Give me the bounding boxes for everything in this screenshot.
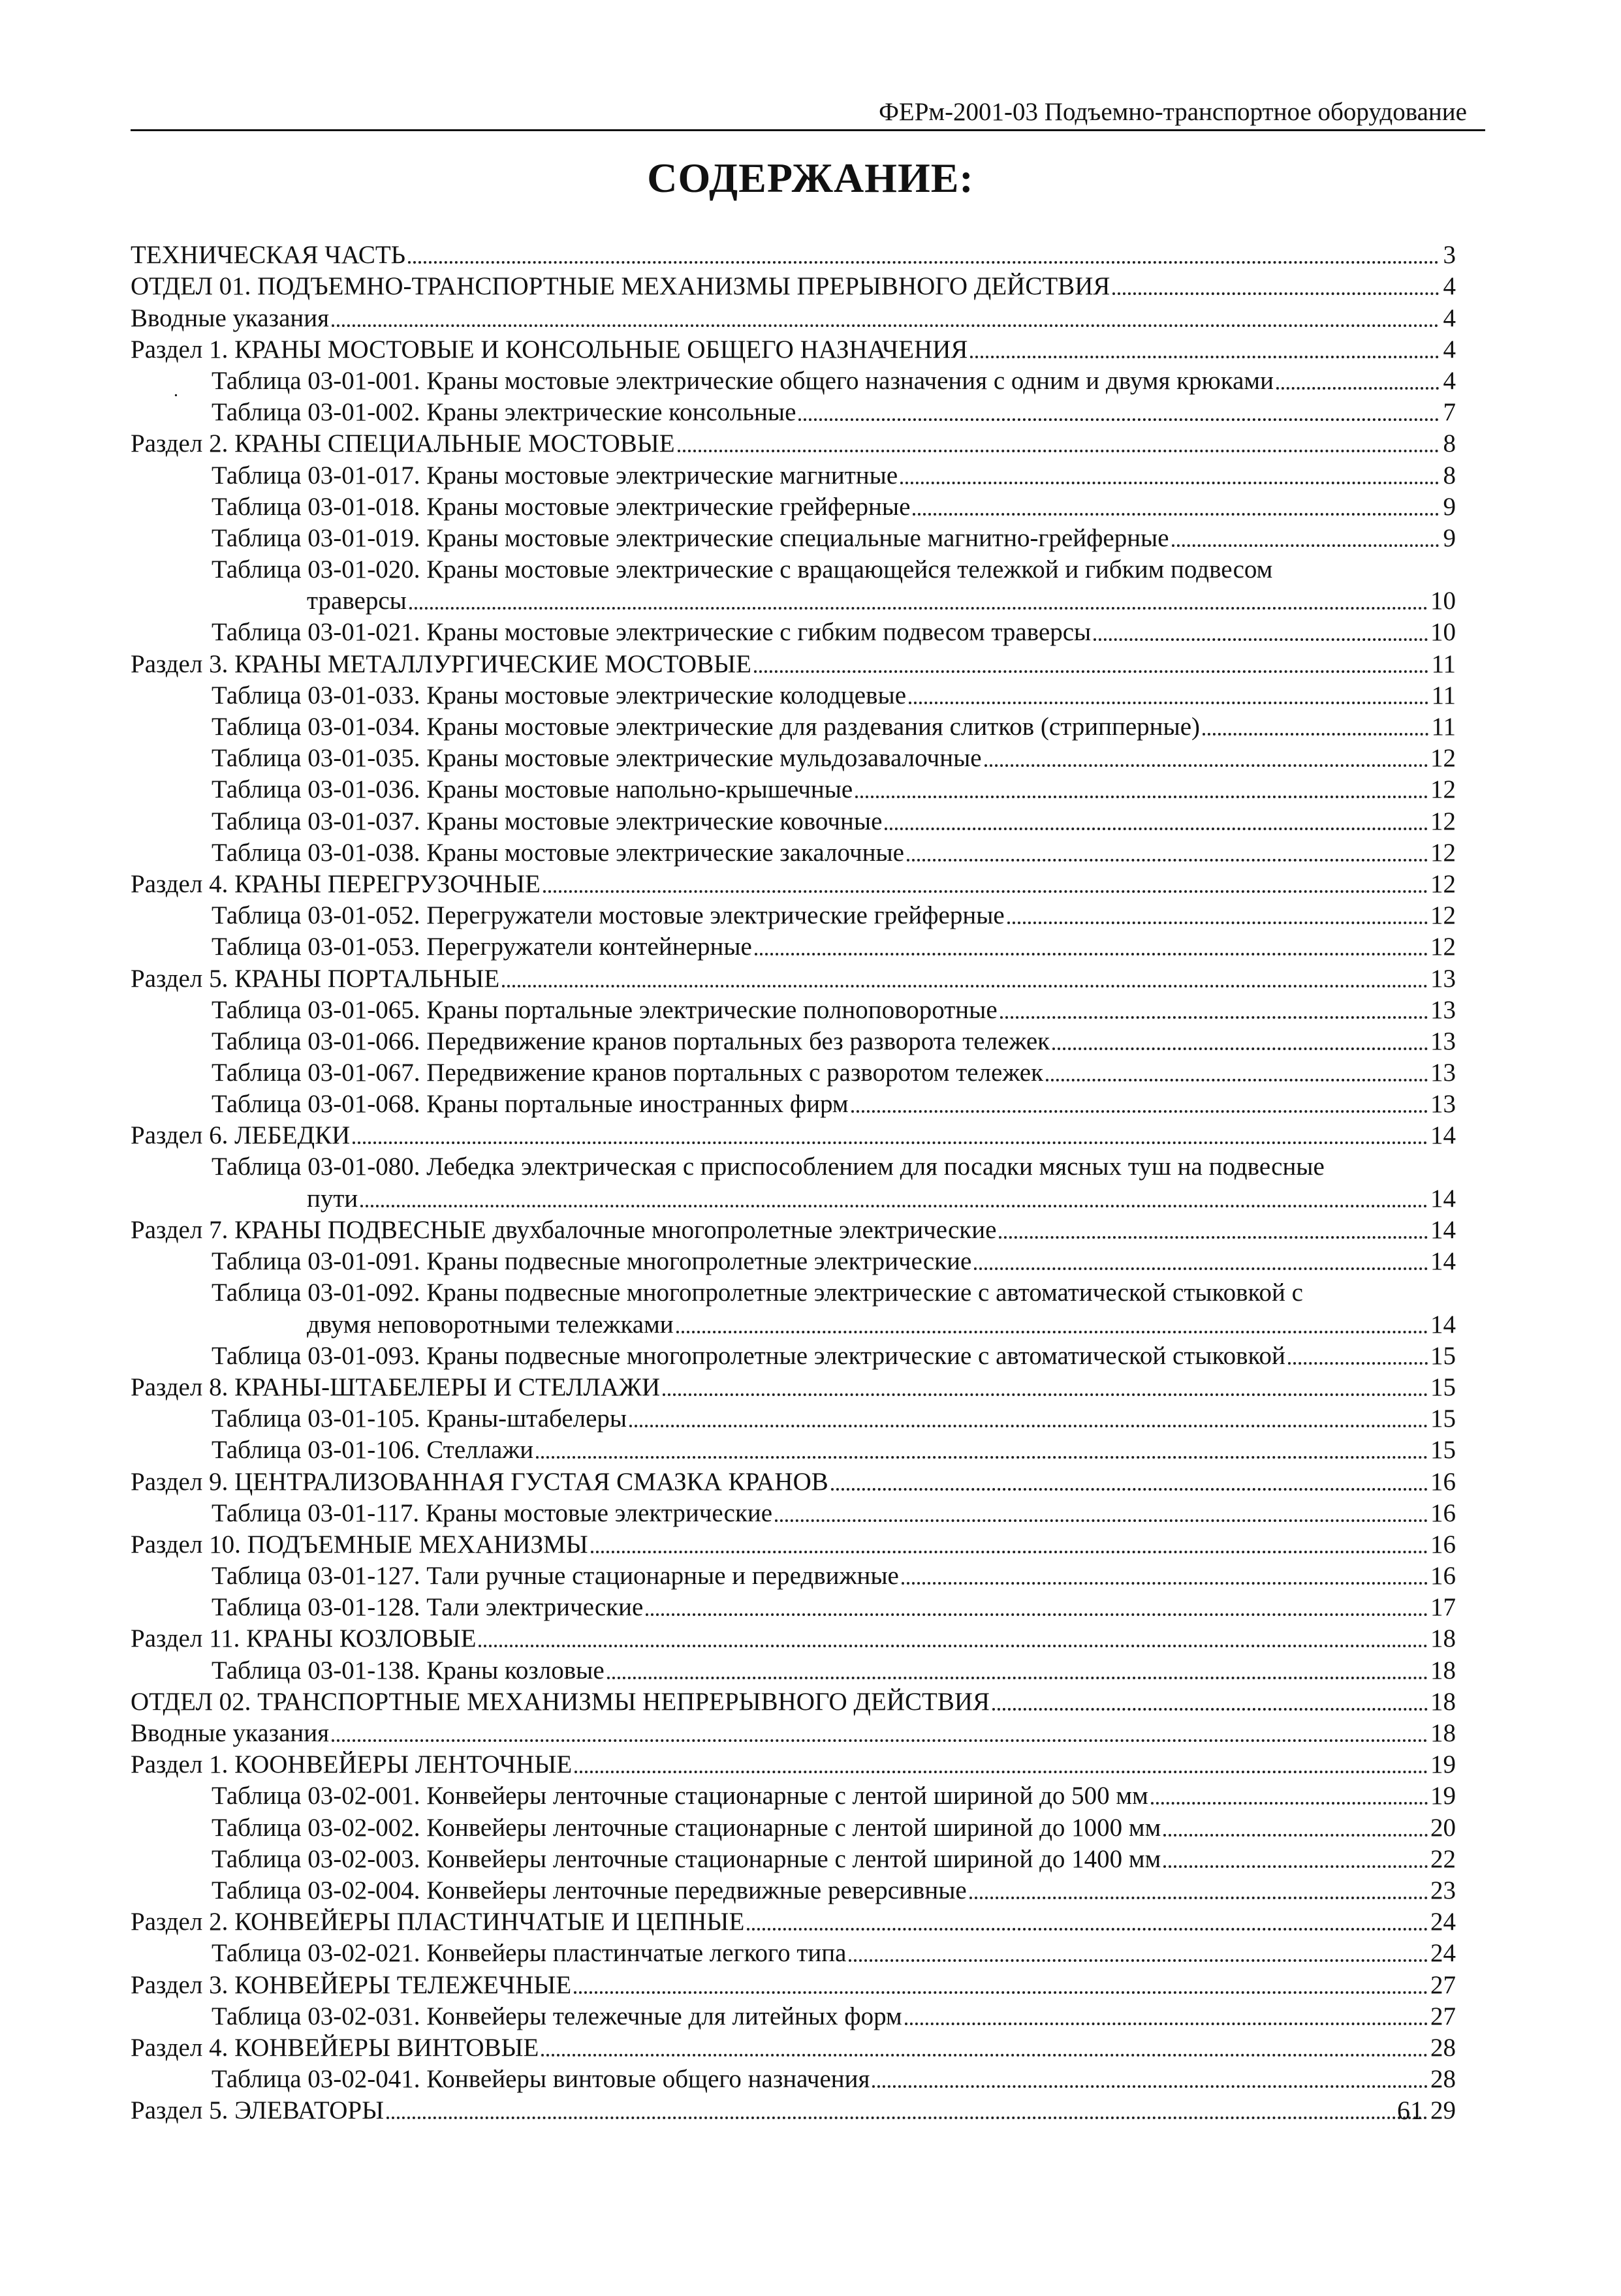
toc-subentry[interactable] [131, 2001, 1456, 2032]
toc-entry[interactable] [131, 1749, 1456, 1780]
toc-entry-label: Таблица 03-01-019. Краны мостовые электрические специальные магнитно-грейферные [212, 523, 1169, 552]
toc-entry-page: 15 [1430, 1373, 1456, 1401]
toc-entry-label: Раздел 4. КОНВЕЙЕРЫ ВИНТОВЫЕ [131, 2033, 539, 2062]
dot-leader [747, 1928, 1428, 1931]
toc-entry-label: Таблица 03-01-117. Краны мостовые электрические [212, 1498, 773, 1527]
toc-subentry[interactable] [131, 1654, 1456, 1686]
toc-entry-label: Таблица 03-01-138. Краны козловые [212, 1656, 605, 1684]
dot-leader [408, 261, 1439, 264]
toc-entry-page: 12 [1430, 901, 1456, 930]
toc-subentry[interactable] [131, 1403, 1456, 1435]
toc-entry-page: 10 [1430, 618, 1456, 647]
toc-entry-label-continued: двумя неповоротными тележками [307, 1310, 674, 1339]
toc-entry-page: 16 [1430, 1530, 1456, 1559]
toc-entry-label: Раздел 4. КРАНЫ ПЕРЕГРУЗОЧНЫЕ [131, 869, 541, 898]
toc-entry-page: 29 [1430, 2096, 1456, 2125]
toc-subentry[interactable] [131, 1341, 1456, 1372]
dot-leader [849, 1959, 1428, 1962]
toc-entry[interactable] [131, 2032, 1456, 2064]
toc-entry-page: 16 [1430, 1467, 1456, 1496]
toc-entry-page: 11 [1431, 713, 1456, 741]
toc-entry-page: 4 [1443, 272, 1456, 301]
dot-leader [970, 356, 1439, 358]
toc-subentry[interactable] [131, 1435, 1456, 1466]
toc-subentry[interactable] [131, 1498, 1456, 1529]
toc-subentry[interactable] [131, 1592, 1456, 1623]
dot-leader [900, 482, 1439, 484]
dot-leader [992, 1708, 1428, 1711]
toc-entry-page: 4 [1443, 366, 1456, 395]
toc-entry-label: Таблица 03-01-091. Краны подвесные многопролетные электрические [212, 1247, 972, 1276]
toc-entry-page: 18 [1430, 1656, 1456, 1684]
toc-entry-label: Таблица 03-01-036. Краны мостовые напольно-крышечные [212, 775, 853, 804]
toc-entry-page: 13 [1430, 995, 1456, 1024]
dot-leader [775, 1519, 1428, 1522]
toc-entry-label: Таблица 03-01-128. Тали электрические [212, 1593, 644, 1622]
toc-entry-label: Таблица 03-02-021. Конвейеры пластинчатые легкого типа [212, 1939, 847, 1968]
toc-entry-label: Вводные указания [131, 1719, 330, 1747]
toc-entry-page: 7 [1443, 398, 1456, 427]
toc-entry-label: Таблица 03-01-020. Краны мостовые электрические с вращающейся тележкой и гибким подвесом [212, 555, 1273, 583]
dot-leader [1203, 733, 1428, 736]
toc-subentry[interactable] [131, 2064, 1456, 2095]
dot-leader [1007, 922, 1428, 924]
dot-leader [479, 1645, 1428, 1647]
dot-leader [855, 796, 1428, 798]
dot-leader [502, 985, 1428, 987]
toc-entry-label: Раздел 2. КРАНЫ СПЕЦИАЛЬНЫЕ МОСТОВЫЕ [131, 429, 675, 458]
table-of-contents [131, 240, 1456, 2126]
toc-entry[interactable] [131, 1529, 1456, 1560]
toc-entry-label: Раздел 3. КРАНЫ МЕТАЛЛУРГИЧЕСКИЕ МОСТОВЫЕ [131, 649, 751, 678]
toc-subentry[interactable] [131, 459, 1456, 491]
toc-entry[interactable] [131, 1623, 1456, 1654]
toc-entry-label: Раздел 1. КООНВЕЙЕРЫ ЛЕНТОЧНЫЕ [131, 1750, 573, 1779]
toc-entry-page: 13 [1430, 1027, 1456, 1055]
toc-entry-page: 17 [1430, 1593, 1456, 1622]
toc-entry[interactable] [131, 963, 1456, 994]
toc-entry-page: 27 [1430, 2002, 1456, 2030]
toc-entry-label: Раздел 8. КРАНЫ-ШТАБЕЛЕРЫ И СТЕЛЛАЖИ [131, 1373, 661, 1401]
dot-leader [663, 1393, 1428, 1396]
toc-subentry[interactable] [131, 837, 1456, 869]
running-header [131, 91, 1485, 131]
toc-entry-page: 10 [1430, 587, 1456, 615]
toc-entry[interactable] [131, 1906, 1456, 1938]
toc-entry-page: 15 [1430, 1404, 1456, 1433]
toc-entry-page: 9 [1443, 523, 1456, 552]
toc-entry-page: 18 [1430, 1719, 1456, 1747]
dot-leader [1094, 638, 1428, 641]
toc-entry-label: Раздел 2. КОНВЕЙЕРЫ ПЛАСТИНЧАТЫЕ И ЦЕПНЫЕ [131, 1908, 745, 1936]
toc-entry[interactable] [131, 1718, 1456, 1749]
toc-entry-label: Таблица 03-02-003. Конвейеры ленточные стационарные с лентой шириной до 1400 мм [212, 1844, 1161, 1873]
toc-entry-label: Раздел 5. КРАНЫ ПОРТАЛЬНЫЕ [131, 964, 500, 993]
toc-entry[interactable] [131, 869, 1456, 900]
toc-subentry[interactable] [131, 1057, 1456, 1089]
dot-leader [872, 2085, 1428, 2088]
toc-entry[interactable] [131, 1969, 1456, 2000]
toc-entry-page: 22 [1430, 1844, 1456, 1873]
toc-entry[interactable] [131, 428, 1456, 459]
toc-entry-label: ОТДЕЛ 02. ТРАНСПОРТНЫЕ МЕХАНИЗМЫ НЕПРЕРЫВНОГО ДЕЙСТВИЯ [131, 1687, 990, 1716]
dot-leader [574, 1991, 1428, 1994]
toc-entry[interactable] [131, 1151, 1456, 1214]
toc-entry-page: 12 [1430, 838, 1456, 867]
toc-subentry[interactable] [131, 995, 1456, 1026]
toc-entry-label: Таблица 03-01-033. Краны мостовые электрические колодцевые [212, 681, 907, 709]
toc-entry-label: Таблица 03-01-038. Краны мостовые электрические закалочные [212, 838, 904, 867]
toc-subentry[interactable] [131, 1875, 1456, 1906]
toc-entry-page: 23 [1430, 1876, 1456, 1904]
toc-entry[interactable] [131, 1277, 1456, 1340]
dot-leader [646, 1613, 1428, 1616]
dot-leader [798, 418, 1439, 421]
toc-entry-label: Таблица 03-01-092. Краны подвесные многопролетные электрические с автоматической стыковкой с [212, 1279, 1303, 1307]
toc-entry-label-continued: пути [307, 1184, 358, 1213]
toc-entry-page: 15 [1430, 1436, 1456, 1465]
toc-entry-page: 11 [1431, 649, 1456, 678]
toc-entry[interactable] [131, 240, 1456, 271]
toc-entry-label: ОТДЕЛ 01. ПОДЪЕМНО-ТРАНСПОРТНЫЕ МЕХАНИЗМЫ ПРЕРЫВНОГО ДЕЙСТВИЯ [131, 272, 1110, 301]
dot-leader [999, 1236, 1428, 1239]
dot-leader [574, 1771, 1428, 1773]
toc-entry-page: 24 [1430, 1939, 1456, 1968]
toc-subentry[interactable] [131, 491, 1456, 523]
toc-entry-page: 12 [1430, 933, 1456, 961]
dot-leader [885, 828, 1428, 830]
dot-leader [913, 513, 1439, 516]
dot-leader [907, 859, 1428, 861]
toc-entry-label: Таблица 03-01-035. Краны мостовые электрические мульдозавалочные [212, 744, 982, 773]
toc-entry-label: Раздел 3. КОНВЕЙЕРЫ ТЕЛЕЖЕЧНЫЕ [131, 1970, 572, 1999]
page-title: СОДЕРЖАНИЕ: [647, 155, 974, 201]
toc-entry-label-continued: траверсы [307, 587, 407, 615]
toc-entry[interactable] [131, 554, 1456, 617]
dot-leader [543, 890, 1428, 893]
toc-entry-label: Раздел 11. КРАНЫ КОЗЛОВЫЕ [131, 1624, 477, 1653]
dot-leader [332, 1739, 1428, 1742]
toc-entry-label: Таблица 03-01-037. Краны мостовые электрические ковочные [212, 807, 883, 835]
running-header-text: ФЕРм-2001-03 Подъемно-транспортное оборудование [879, 98, 1467, 126]
scan-speck: . [174, 380, 178, 401]
toc-entry-label: Таблица 03-02-001. Конвейеры ленточные стационарные с лентой шириной до 500 мм [212, 1782, 1148, 1810]
toc-entry-page: 19 [1430, 1750, 1456, 1779]
toc-entry-page: 9 [1443, 492, 1456, 521]
toc-subentry[interactable] [131, 1089, 1456, 1120]
toc-subentry[interactable] [131, 397, 1456, 428]
toc-entry-label: Таблица 03-01-021. Краны мостовые электрические с гибким подвесом траверсы [212, 618, 1092, 647]
toc-entry-label: Таблица 03-01-001. Краны мостовые электрические общего назначения с одним и двумя крюками [212, 366, 1274, 395]
dot-leader [607, 1677, 1428, 1679]
toc-entry-label: Таблица 03-01-106. Стеллажи [212, 1436, 534, 1465]
toc-entry-label: Таблица 03-01-017. Краны мостовые электрические магнитные [212, 461, 898, 489]
dot-leader [1046, 1079, 1428, 1081]
toc-entry-page: 28 [1430, 2065, 1456, 2094]
dot-leader [1163, 1865, 1428, 1868]
toc-entry-label: Таблица 03-01-053. Перегружатели контейнерные [212, 933, 752, 961]
toc-entry-page: 12 [1430, 775, 1456, 804]
dot-leader [541, 2054, 1428, 2056]
toc-subentry[interactable] [131, 931, 1456, 963]
toc-entry-page: 19 [1430, 1782, 1456, 1810]
toc-entry-label: Таблица 03-01-002. Краны электрические консольные [212, 398, 796, 427]
dot-leader [905, 2023, 1428, 2025]
toc-entry[interactable] [131, 1372, 1456, 1403]
toc-entry-label: Раздел 5. ЭЛЕВАТОРЫ [131, 2096, 385, 2125]
dot-leader [1151, 1802, 1428, 1805]
dot-leader [1163, 1834, 1428, 1837]
toc-entry-label: Раздел 10. ПОДЪЕМНЫЕ МЕХАНИЗМЫ [131, 1530, 588, 1559]
dot-leader [755, 953, 1428, 955]
toc-entry-page: 14 [1430, 1216, 1456, 1244]
toc-entry-page: 14 [1430, 1184, 1456, 1213]
toc-entry-label: Таблица 03-01-068. Краны портальные иностранных фирм [212, 1090, 849, 1119]
dot-leader [678, 450, 1439, 452]
toc-entry-page: 14 [1430, 1121, 1456, 1150]
toc-entry-page: 4 [1443, 335, 1456, 364]
toc-subentry[interactable] [131, 1026, 1456, 1057]
toc-subentry[interactable] [131, 1780, 1456, 1812]
dot-leader [591, 1551, 1428, 1553]
toc-entry-page: 13 [1430, 1059, 1456, 1087]
toc-entry-label: Таблица 03-01-127. Тали ручные стационарные и передвижные [212, 1562, 899, 1590]
dot-leader [1052, 1047, 1428, 1050]
toc-entry-label: Таблица 03-01-034. Краны мостовые электрические для раздевания слитков (стрипперные) [212, 713, 1201, 741]
toc-entry-page: 12 [1430, 807, 1456, 835]
toc-entry-label: Раздел 7. КРАНЫ ПОДВЕСНЫЕ двухбалочные многопролетные электрические [131, 1216, 997, 1244]
dot-leader [360, 1205, 1428, 1207]
toc-subentry[interactable] [131, 523, 1456, 554]
toc-entry-label: Таблица 03-02-031. Конвейеры тележечные для литейных форм [212, 2002, 902, 2030]
toc-subentry[interactable] [131, 617, 1456, 648]
toc-entry[interactable] [131, 2095, 1456, 2126]
toc-entry-label: Раздел 1. КРАНЫ МОСТОВЫЕ И КОНСОЛЬНЫЕ ОБЩЕГО НАЗНАЧЕНИЯ [131, 335, 968, 364]
toc-entry-page: 24 [1430, 1908, 1456, 1936]
toc-subentry[interactable] [131, 743, 1456, 774]
toc-entry-label: ТЕХНИЧЕСКАЯ ЧАСТЬ [131, 241, 406, 270]
toc-entry-page: 14 [1430, 1247, 1456, 1276]
dot-leader [831, 1488, 1428, 1491]
dot-leader [536, 1456, 1428, 1459]
toc-entry-page: 11 [1431, 681, 1456, 709]
toc-entry[interactable] [131, 302, 1456, 334]
toc-entry-label: Таблица 03-01-067. Передвижение кранов портальных с разворотом тележек [212, 1059, 1044, 1087]
dot-leader [754, 670, 1429, 673]
toc-entry-page: 13 [1430, 1090, 1456, 1119]
dot-leader [984, 764, 1428, 767]
dot-leader [1112, 292, 1439, 295]
toc-entry-page: 18 [1430, 1687, 1456, 1716]
toc-entry-page: 16 [1430, 1562, 1456, 1590]
toc-subentry[interactable] [131, 680, 1456, 711]
toc-entry-page: 28 [1430, 2033, 1456, 2062]
toc-entry[interactable] [131, 1215, 1456, 1246]
toc-entry-page: 12 [1430, 869, 1456, 898]
toc-entry[interactable] [131, 271, 1456, 302]
toc-subentry[interactable] [131, 1246, 1456, 1277]
toc-entry-page: 16 [1430, 1498, 1456, 1527]
dot-leader [909, 702, 1428, 704]
toc-entry-label: Раздел 9. ЦЕНТРАЛИЗОВАННАЯ ГУСТАЯ СМАЗКА КРАНОВ [131, 1467, 828, 1496]
toc-entry-page: 13 [1430, 964, 1456, 993]
dot-leader [1288, 1362, 1428, 1365]
dot-leader [386, 2117, 1428, 2119]
toc-entry-label: Таблица 03-01-093. Краны подвесные многопролетные электрические с автоматической стыковкой [212, 1341, 1285, 1370]
toc-subentry[interactable] [131, 805, 1456, 837]
toc-subentry[interactable] [131, 774, 1456, 805]
dot-leader [851, 1110, 1428, 1113]
toc-entry-page: 27 [1430, 1970, 1456, 1999]
dot-leader [353, 1141, 1428, 1144]
toc-entry-label: Таблица 03-01-105. Краны-штабелеры [212, 1404, 627, 1433]
toc-entry[interactable] [131, 648, 1456, 679]
toc-entry[interactable] [131, 1686, 1456, 1718]
toc-entry-label: Вводные указания [131, 303, 330, 332]
dot-leader [969, 1897, 1428, 1899]
dot-leader [676, 1331, 1428, 1333]
toc-entry[interactable] [131, 334, 1456, 365]
dot-leader [332, 324, 1439, 327]
dot-leader [629, 1425, 1428, 1427]
toc-entry-page: 8 [1443, 429, 1456, 458]
dot-leader [974, 1267, 1428, 1270]
toc-entry-page: 3 [1443, 241, 1456, 270]
dot-leader [1276, 387, 1439, 390]
toc-entry-label: Таблица 03-02-004. Конвейеры ленточные передвижные реверсивные [212, 1876, 967, 1904]
toc-entry-label: Таблица 03-01-065. Краны портальные электрические полноповоротные [212, 995, 998, 1024]
toc-subentry[interactable] [131, 1938, 1456, 1969]
toc-entry[interactable] [131, 1466, 1456, 1497]
toc-subentry[interactable] [131, 900, 1456, 931]
toc-subentry[interactable] [131, 1560, 1456, 1592]
toc-entry-label: Таблица 03-01-018. Краны мостовые электрические грейферные [212, 492, 911, 521]
dot-leader [902, 1582, 1428, 1585]
toc-entry[interactable] [131, 1120, 1456, 1151]
toc-entry-page: 14 [1430, 1310, 1456, 1339]
dot-leader [409, 607, 1428, 610]
toc-entry-page: 18 [1430, 1624, 1456, 1653]
toc-subentry[interactable] [131, 711, 1456, 743]
toc-entry-page: 8 [1443, 461, 1456, 489]
toc-entry-page: 15 [1430, 1341, 1456, 1370]
dot-leader [1172, 544, 1439, 547]
page-number: 61 [1397, 2096, 1423, 2125]
toc-subentry[interactable] [131, 1812, 1456, 1843]
toc-entry-label: Таблица 03-01-080. Лебедка электрическая с приспособлением для посадки мясных туш на подвесные [212, 1153, 1325, 1181]
toc-entry-label: Таблица 03-02-002. Конвейеры ленточные стационарные с лентой шириной до 1000 мм [212, 1813, 1161, 1842]
toc-entry-label: Раздел 6. ЛЕБЕДКИ [131, 1121, 351, 1150]
toc-subentry[interactable] [131, 1844, 1456, 1875]
toc-entry-page: 12 [1430, 744, 1456, 773]
dot-leader [1000, 1016, 1428, 1019]
toc-entry-label: Таблица 03-01-066. Передвижение кранов портальных без разворота тележек [212, 1027, 1050, 1055]
toc-entry-label: Таблица 03-02-041. Конвейеры винтовые общего назначения [212, 2065, 870, 2094]
toc-entry-page: 20 [1430, 1813, 1456, 1842]
toc-entry-label: Таблица 03-01-052. Перегружатели мостовые электрические грейферные [212, 901, 1005, 930]
toc-entry-page: 4 [1443, 303, 1456, 332]
toc-subentry[interactable] [131, 365, 1456, 397]
